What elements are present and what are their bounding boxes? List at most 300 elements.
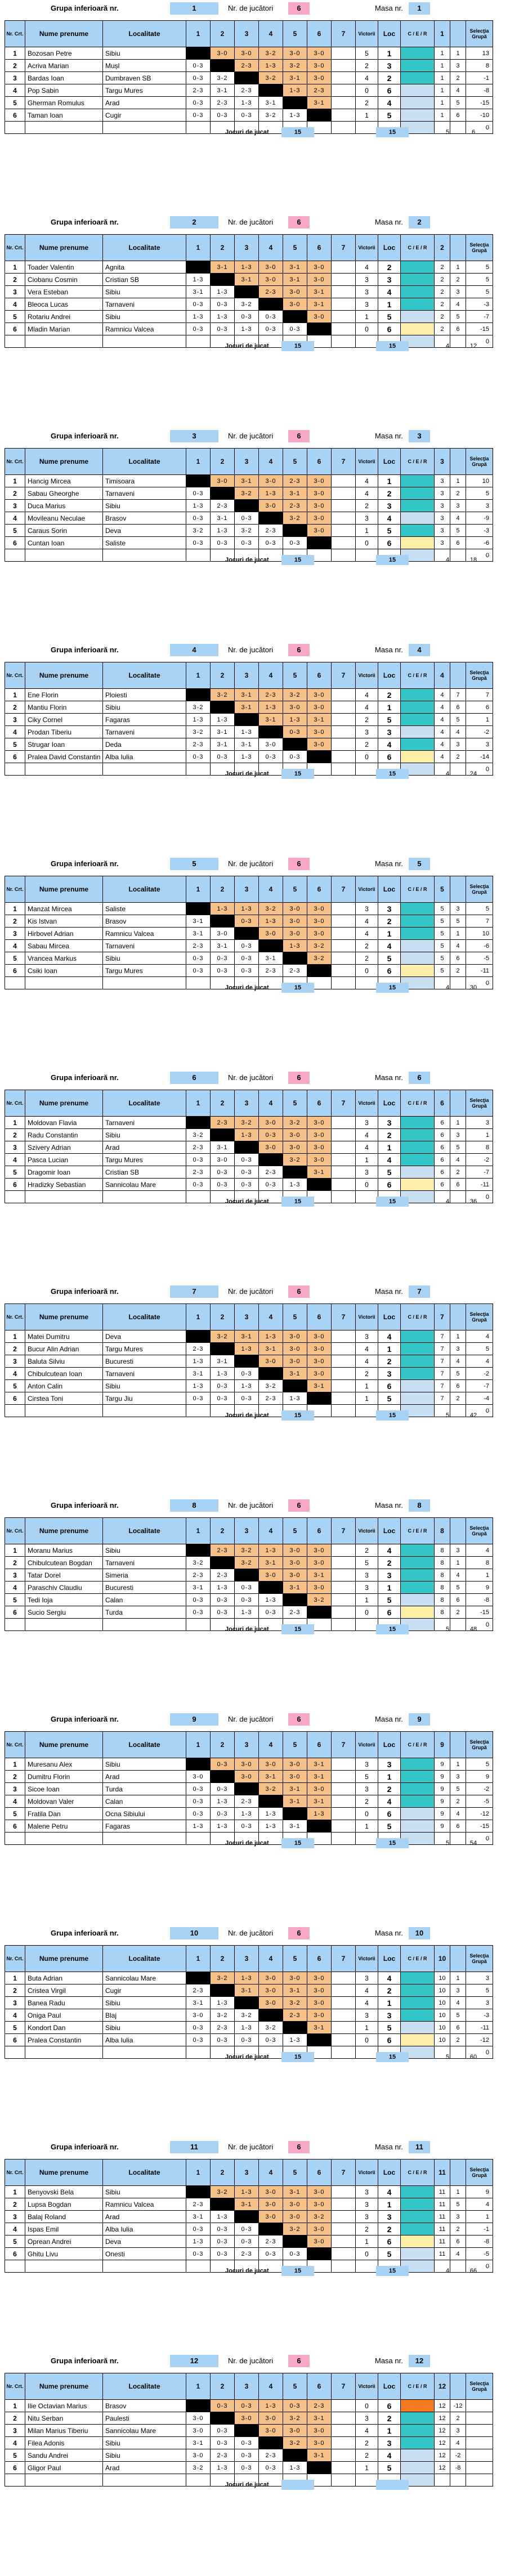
place[interactable]: 2 <box>378 1783 401 1795</box>
score-cell[interactable] <box>332 1795 356 1808</box>
ce-status[interactable] <box>401 2248 435 2260</box>
place[interactable]: 5 <box>378 525 401 537</box>
ce-status[interactable] <box>401 1154 435 1166</box>
player-name[interactable]: Pop Sabin <box>25 84 103 97</box>
self-match-cell[interactable] <box>307 1820 332 1833</box>
player-locality[interactable]: Sibiu <box>103 2437 186 2449</box>
score-cell[interactable]: 3-0 <box>307 60 332 72</box>
player-name[interactable]: Prodan Tiberiu <box>25 726 103 738</box>
score-cell[interactable]: 0-3 <box>259 2462 283 2474</box>
player-locality[interactable]: Cristian SB <box>103 274 186 286</box>
place[interactable]: 1 <box>378 1997 401 2009</box>
victories[interactable]: 2 <box>356 2449 378 2462</box>
place[interactable]: 5 <box>378 1594 401 1606</box>
place[interactable]: 6 <box>378 1808 401 1820</box>
score-cell[interactable]: 0-3 <box>235 1594 259 1606</box>
player-locality[interactable]: Sibiu <box>103 286 186 298</box>
ce-status[interactable] <box>401 689 435 701</box>
score-cell[interactable]: 3-0 <box>283 2211 307 2223</box>
score-cell[interactable]: 1-3 <box>235 726 259 738</box>
score-cell[interactable]: 3-0 <box>283 1141 307 1154</box>
score-cell[interactable]: 0-3 <box>235 965 259 977</box>
score-cell[interactable]: 3-1 <box>307 1795 332 1808</box>
score-cell[interactable] <box>332 1557 356 1569</box>
score-cell[interactable] <box>332 512 356 525</box>
score-cell[interactable]: 1-3 <box>211 525 235 537</box>
player-name[interactable]: Rotariu Andrei <box>25 311 103 323</box>
player-locality[interactable]: Bucuresti <box>103 1355 186 1368</box>
score-cell[interactable]: 3-0 <box>283 1330 307 1343</box>
player-locality[interactable]: Brasov <box>103 512 186 525</box>
self-match-cell[interactable] <box>283 2449 307 2462</box>
victories[interactable]: 3 <box>356 903 378 915</box>
ce-status[interactable] <box>401 84 435 97</box>
score-cell[interactable]: 2-3 <box>283 2009 307 2022</box>
self-match-cell[interactable] <box>259 298 283 311</box>
score-cell[interactable] <box>332 323 356 335</box>
score-cell[interactable]: 0-3 <box>211 751 235 763</box>
self-match-cell[interactable] <box>283 311 307 323</box>
player-locality[interactable]: Blaj <box>103 2009 186 2022</box>
score-cell[interactable]: 3-1 <box>307 2022 332 2034</box>
score-cell[interactable]: 0-3 <box>186 2034 211 2046</box>
score-cell[interactable]: 3-2 <box>211 689 235 701</box>
score-cell[interactable]: 3-0 <box>283 298 307 311</box>
place[interactable]: 1 <box>378 701 401 714</box>
score-cell[interactable] <box>332 1984 356 1997</box>
score-cell[interactable]: 2-3 <box>259 286 283 298</box>
self-match-cell[interactable] <box>259 726 283 738</box>
player-locality[interactable]: Sannicolau Mare <box>103 1972 186 1984</box>
score-cell[interactable]: 3-2 <box>283 512 307 525</box>
score-cell[interactable]: 3-2 <box>283 2223 307 2235</box>
score-cell[interactable]: 3-0 <box>186 2449 211 2462</box>
score-cell[interactable]: 3-0 <box>307 1330 332 1343</box>
score-cell[interactable]: 3-1 <box>235 274 259 286</box>
score-cell[interactable]: 3-2 <box>235 525 259 537</box>
score-cell[interactable]: 3-0 <box>259 2425 283 2437</box>
score-cell[interactable]: 0-3 <box>186 97 211 109</box>
score-cell[interactable] <box>332 311 356 323</box>
score-cell[interactable]: 3-2 <box>307 1594 332 1606</box>
score-cell[interactable]: 2-3 <box>259 965 283 977</box>
score-cell[interactable] <box>332 1619 356 1631</box>
player-locality[interactable]: Calan <box>103 1795 186 1808</box>
score-cell[interactable]: 3-1 <box>283 487 307 500</box>
score-cell[interactable] <box>332 1129 356 1141</box>
player-locality[interactable]: Sibiu <box>103 1758 186 1771</box>
score-cell[interactable] <box>332 500 356 512</box>
self-match-cell[interactable] <box>235 714 259 726</box>
score-cell[interactable]: 3-0 <box>283 928 307 940</box>
ce-status[interactable] <box>401 2425 435 2437</box>
score-cell[interactable]: 3-1 <box>235 475 259 487</box>
score-cell[interactable]: 0-3 <box>211 537 235 549</box>
player-name[interactable]: Ghitu Livu <box>25 2248 103 2260</box>
score-cell[interactable]: 2-3 <box>211 1544 235 1557</box>
score-cell[interactable]: 0-3 <box>186 298 211 311</box>
score-cell[interactable]: 3-1 <box>211 940 235 952</box>
score-cell[interactable]: 3-2 <box>211 2186 235 2198</box>
victories[interactable]: 2 <box>356 2223 378 2235</box>
score-cell[interactable]: 0-3 <box>211 2400 235 2412</box>
player-locality[interactable]: Deda <box>103 738 186 751</box>
player-name[interactable]: Ciobanu Cosmin <box>25 274 103 286</box>
victories[interactable]: 0 <box>356 965 378 977</box>
score-cell[interactable]: 2-3 <box>211 1117 235 1129</box>
player-name[interactable]: Caraus Sorin <box>25 525 103 537</box>
self-match-cell[interactable] <box>235 1783 259 1795</box>
score-cell[interactable]: 3-1 <box>235 689 259 701</box>
score-cell[interactable]: 1-3 <box>211 311 235 323</box>
victories[interactable]: 0 <box>356 1606 378 1619</box>
self-match-cell[interactable] <box>259 2437 283 2449</box>
score-cell[interactable]: 0-3 <box>186 751 211 763</box>
self-match-cell[interactable] <box>235 1997 259 2009</box>
score-cell[interactable]: 3-1 <box>307 298 332 311</box>
score-cell[interactable] <box>332 928 356 940</box>
player-locality[interactable]: Sibiu <box>103 47 186 60</box>
score-cell[interactable]: 3-2 <box>186 1129 211 1141</box>
victories[interactable]: 0 <box>356 84 378 97</box>
player-name[interactable]: Vrancea Markus <box>25 952 103 965</box>
score-cell[interactable]: 1-3 <box>186 2235 211 2248</box>
ce-status[interactable] <box>401 109 435 122</box>
score-cell[interactable]: 3-0 <box>307 738 332 751</box>
score-cell[interactable]: 1-3 <box>283 1179 307 1191</box>
place[interactable]: 2 <box>378 915 401 928</box>
score-cell[interactable]: 2-3 <box>283 475 307 487</box>
score-cell[interactable]: 1-3 <box>211 1368 235 1380</box>
score-cell[interactable]: 0-3 <box>211 1594 235 1606</box>
victories[interactable] <box>356 1833 378 1845</box>
player-name[interactable]: Kis Istvan <box>25 915 103 928</box>
player-locality[interactable]: Sibiu <box>103 311 186 323</box>
self-match-cell[interactable] <box>186 2186 211 2198</box>
ce-status[interactable] <box>401 1380 435 1392</box>
score-cell[interactable]: 3-0 <box>259 1117 283 1129</box>
score-cell[interactable]: 2-3 <box>235 1795 259 1808</box>
player-name[interactable]: Strugar Ioan <box>25 738 103 751</box>
score-cell[interactable] <box>332 763 356 776</box>
victories[interactable]: 4 <box>356 72 378 84</box>
self-match-cell[interactable] <box>186 1972 211 1984</box>
score-cell[interactable]: 1-3 <box>186 311 211 323</box>
player-name[interactable]: Gherman Romulus <box>25 97 103 109</box>
score-cell[interactable]: 1-3 <box>283 109 307 122</box>
score-cell[interactable]: 1-3 <box>283 84 307 97</box>
ce-status[interactable] <box>401 1997 435 2009</box>
score-cell[interactable]: 3-0 <box>307 1557 332 1569</box>
player-locality[interactable] <box>103 1619 186 1631</box>
score-cell[interactable]: 0-3 <box>235 2034 259 2046</box>
player-locality[interactable]: Targu Mures <box>103 1343 186 1355</box>
ce-status[interactable] <box>401 311 435 323</box>
score-cell[interactable]: 3-0 <box>307 928 332 940</box>
player-name[interactable]: Muresanu Alex <box>25 1758 103 1771</box>
score-cell[interactable]: 1-3 <box>283 1392 307 1405</box>
score-cell[interactable]: 2-3 <box>283 500 307 512</box>
score-cell[interactable]: 3-0 <box>307 1997 332 2009</box>
player-locality[interactable]: Sibiu <box>103 1997 186 2009</box>
victories[interactable]: 1 <box>356 311 378 323</box>
score-cell[interactable]: 3-2 <box>283 1997 307 2009</box>
score-cell[interactable]: 0-3 <box>186 1594 211 1606</box>
score-cell[interactable]: 3-1 <box>211 84 235 97</box>
place[interactable]: 3 <box>378 274 401 286</box>
score-cell[interactable]: 0-3 <box>235 1820 259 1833</box>
score-cell[interactable]: 3-0 <box>307 1117 332 1129</box>
score-cell[interactable] <box>332 47 356 60</box>
score-cell[interactable] <box>332 2223 356 2235</box>
score-cell[interactable] <box>332 1820 356 1833</box>
score-cell[interactable]: 0-3 <box>211 1179 235 1191</box>
ce-status[interactable] <box>401 323 435 335</box>
score-cell[interactable]: 3-1 <box>283 274 307 286</box>
score-cell[interactable]: 3-0 <box>259 1984 283 1997</box>
player-name[interactable]: Tedi Ioja <box>25 1594 103 1606</box>
place[interactable]: 3 <box>378 1368 401 1380</box>
victories[interactable]: 3 <box>356 1330 378 1343</box>
score-cell[interactable]: 0-3 <box>259 751 283 763</box>
ce-status[interactable] <box>401 1569 435 1582</box>
score-cell[interactable]: 3-0 <box>235 47 259 60</box>
player-name[interactable]: Chibulcutean Bogdan <box>25 1557 103 1569</box>
place[interactable]: 6 <box>378 1179 401 1191</box>
score-cell[interactable]: 2-3 <box>283 1606 307 1619</box>
score-cell[interactable] <box>332 487 356 500</box>
player-name[interactable]: Bozosan Petre <box>25 47 103 60</box>
score-cell[interactable]: 2-3 <box>307 2400 332 2412</box>
score-cell[interactable]: 3-0 <box>307 2437 332 2449</box>
score-cell[interactable]: 3-0 <box>307 1972 332 1984</box>
place[interactable]: 2 <box>378 1557 401 1569</box>
self-match-cell[interactable] <box>259 2223 283 2235</box>
score-cell[interactable]: 0-3 <box>211 1783 235 1795</box>
ce-status[interactable] <box>401 537 435 549</box>
score-cell[interactable]: 3-1 <box>307 1569 332 1582</box>
score-cell[interactable]: 0-3 <box>211 1392 235 1405</box>
ce-status[interactable] <box>401 1795 435 1808</box>
score-cell[interactable]: 1-3 <box>235 1606 259 1619</box>
victories[interactable]: 4 <box>356 261 378 274</box>
player-locality[interactable] <box>103 335 186 348</box>
score-cell[interactable]: 3-0 <box>307 500 332 512</box>
score-cell[interactable]: 3-0 <box>283 2198 307 2211</box>
score-cell[interactable]: 3-0 <box>307 915 332 928</box>
self-match-cell[interactable] <box>283 2235 307 2248</box>
score-cell[interactable]: 3-1 <box>259 1771 283 1783</box>
score-cell[interactable]: 0-3 <box>186 537 211 549</box>
victories[interactable]: 3 <box>356 726 378 738</box>
score-cell[interactable]: 3-2 <box>283 2437 307 2449</box>
score-cell[interactable] <box>332 2462 356 2474</box>
score-cell[interactable] <box>332 915 356 928</box>
score-cell[interactable]: 3-0 <box>283 701 307 714</box>
score-cell[interactable]: 1-3 <box>259 1544 283 1557</box>
player-name[interactable] <box>25 2474 103 2487</box>
score-cell[interactable]: 3-0 <box>211 928 235 940</box>
score-cell[interactable]: 0-3 <box>211 2425 235 2437</box>
score-cell[interactable]: 1-3 <box>186 500 211 512</box>
score-cell[interactable]: 3-0 <box>211 47 235 60</box>
place[interactable]: 4 <box>378 512 401 525</box>
score-cell[interactable]: 3-2 <box>307 940 332 952</box>
score-cell[interactable]: 0-3 <box>186 60 211 72</box>
score-cell[interactable]: 0-3 <box>211 109 235 122</box>
player-name[interactable]: Movileanu Neculae <box>25 512 103 525</box>
place[interactable]: 4 <box>378 940 401 952</box>
score-cell[interactable]: 0-3 <box>235 1368 259 1380</box>
score-cell[interactable]: 3-2 <box>186 2462 211 2474</box>
score-cell[interactable]: 1-3 <box>259 2400 283 2412</box>
place[interactable]: 3 <box>378 1758 401 1771</box>
player-name[interactable] <box>25 2260 103 2273</box>
score-cell[interactable]: 0-3 <box>283 2248 307 2260</box>
score-cell[interactable]: 3-0 <box>307 512 332 525</box>
score-cell[interactable]: 2-3 <box>211 500 235 512</box>
victories[interactable]: 1 <box>356 1594 378 1606</box>
score-cell[interactable]: 3-2 <box>211 72 235 84</box>
score-cell[interactable]: 3-2 <box>211 1330 235 1343</box>
score-cell[interactable]: 3-1 <box>211 1355 235 1368</box>
score-cell[interactable]: 3-2 <box>259 72 283 84</box>
place[interactable]: 3 <box>378 1117 401 1129</box>
score-cell[interactable] <box>186 2260 211 2273</box>
ce-status[interactable] <box>401 475 435 487</box>
score-cell[interactable]: 3-0 <box>259 2198 283 2211</box>
victories[interactable]: 3 <box>356 1166 378 1179</box>
player-locality[interactable]: Brasov <box>103 915 186 928</box>
score-cell[interactable]: 0-3 <box>186 1808 211 1820</box>
score-cell[interactable] <box>332 84 356 97</box>
score-cell[interactable]: 0-3 <box>186 323 211 335</box>
score-cell[interactable] <box>332 1392 356 1405</box>
self-match-cell[interactable] <box>211 1984 235 1997</box>
score-cell[interactable]: 0-3 <box>211 2248 235 2260</box>
score-cell[interactable]: 0-3 <box>186 1795 211 1808</box>
place[interactable]: 6 <box>378 1380 401 1392</box>
place[interactable]: 3 <box>378 2437 401 2449</box>
player-locality[interactable]: Arad <box>103 2462 186 2474</box>
score-cell[interactable]: 1-3 <box>235 323 259 335</box>
score-cell[interactable]: 1-3 <box>283 2034 307 2046</box>
victories[interactable]: 2 <box>356 940 378 952</box>
player-name[interactable] <box>25 335 103 348</box>
score-cell[interactable]: 2-3 <box>186 1166 211 1179</box>
player-locality[interactable]: Sibiu <box>103 2449 186 2462</box>
score-cell[interactable]: 0-3 <box>259 1606 283 1619</box>
score-cell[interactable] <box>332 1594 356 1606</box>
place[interactable]: 3 <box>378 2009 401 2022</box>
score-cell[interactable]: 3-0 <box>283 915 307 928</box>
victories[interactable] <box>356 2046 378 2059</box>
self-match-cell[interactable] <box>186 1758 211 1771</box>
victories[interactable]: 3 <box>356 512 378 525</box>
self-match-cell[interactable] <box>259 1368 283 1380</box>
place[interactable]: 4 <box>378 738 401 751</box>
ce-status[interactable] <box>401 2412 435 2425</box>
score-cell[interactable]: 1-3 <box>283 714 307 726</box>
score-cell[interactable]: 3-0 <box>211 1154 235 1166</box>
score-cell[interactable]: 2-3 <box>186 940 211 952</box>
victories[interactable]: 3 <box>356 1117 378 1129</box>
score-cell[interactable]: 0-3 <box>235 512 259 525</box>
player-name[interactable]: Chibulcutean Ioan <box>25 1368 103 1380</box>
score-cell[interactable] <box>332 2046 356 2059</box>
place[interactable]: 6 <box>378 1606 401 1619</box>
score-cell[interactable]: 1-3 <box>211 1820 235 1833</box>
ce-status[interactable] <box>401 2211 435 2223</box>
place[interactable]: 5 <box>378 2022 401 2034</box>
score-cell[interactable]: 3-0 <box>283 1758 307 1771</box>
place[interactable]: 6 <box>378 2235 401 2248</box>
score-cell[interactable]: 3-2 <box>235 298 259 311</box>
place[interactable]: 1 <box>378 475 401 487</box>
player-locality[interactable]: Tarnaveni <box>103 726 186 738</box>
victories[interactable]: 2 <box>356 1368 378 1380</box>
place[interactable]: 4 <box>378 2449 401 2462</box>
player-locality[interactable]: Turda <box>103 1783 186 1795</box>
score-cell[interactable] <box>332 2400 356 2412</box>
victories[interactable]: 0 <box>356 537 378 549</box>
self-match-cell[interactable] <box>186 1544 211 1557</box>
self-match-cell[interactable] <box>186 1117 211 1129</box>
player-locality[interactable]: Arad <box>103 97 186 109</box>
score-cell[interactable]: 3-0 <box>259 1141 283 1154</box>
score-cell[interactable]: 3-2 <box>235 487 259 500</box>
self-match-cell[interactable] <box>307 2462 332 2474</box>
ce-status[interactable] <box>401 1820 435 1833</box>
score-cell[interactable]: 0-3 <box>235 2235 259 2248</box>
player-name[interactable]: Ispas Emil <box>25 2223 103 2235</box>
score-cell[interactable]: 3-0 <box>307 525 332 537</box>
self-match-cell[interactable] <box>259 940 283 952</box>
player-name[interactable]: Moranu Marius <box>25 1544 103 1557</box>
place[interactable]: 6 <box>378 751 401 763</box>
score-cell[interactable]: 0-3 <box>211 952 235 965</box>
score-cell[interactable]: 1-3 <box>235 1972 259 1984</box>
score-cell[interactable]: 3-1 <box>235 1330 259 1343</box>
score-cell[interactable]: 1-3 <box>283 2462 307 2474</box>
player-locality[interactable]: Cristian SB <box>103 1166 186 1179</box>
player-name[interactable]: Ene Florin <box>25 689 103 701</box>
score-cell[interactable] <box>332 1405 356 1417</box>
player-locality[interactable]: Saliste <box>103 537 186 549</box>
player-locality[interactable] <box>103 763 186 776</box>
score-cell[interactable]: 3-1 <box>259 1343 283 1355</box>
score-cell[interactable]: 3-2 <box>259 2022 283 2034</box>
score-cell[interactable] <box>332 2260 356 2273</box>
victories[interactable]: 0 <box>356 2034 378 2046</box>
ce-status[interactable] <box>401 1166 435 1179</box>
victories[interactable]: 4 <box>356 475 378 487</box>
score-cell[interactable]: 3-0 <box>259 475 283 487</box>
player-name[interactable] <box>25 977 103 989</box>
self-match-cell[interactable] <box>186 475 211 487</box>
ce-status[interactable] <box>401 60 435 72</box>
score-cell[interactable]: 3-1 <box>283 261 307 274</box>
player-locality[interactable]: Sibiu <box>103 1544 186 1557</box>
victories[interactable]: 0 <box>356 1808 378 1820</box>
player-name[interactable]: Dumitru Florin <box>25 1771 103 1783</box>
score-cell[interactable] <box>332 1191 356 1203</box>
self-match-cell[interactable] <box>307 2034 332 2046</box>
ce-status[interactable] <box>401 903 435 915</box>
victories[interactable] <box>356 2474 378 2487</box>
player-name[interactable]: Tatar Dorel <box>25 1569 103 1582</box>
score-cell[interactable]: 2-3 <box>235 84 259 97</box>
